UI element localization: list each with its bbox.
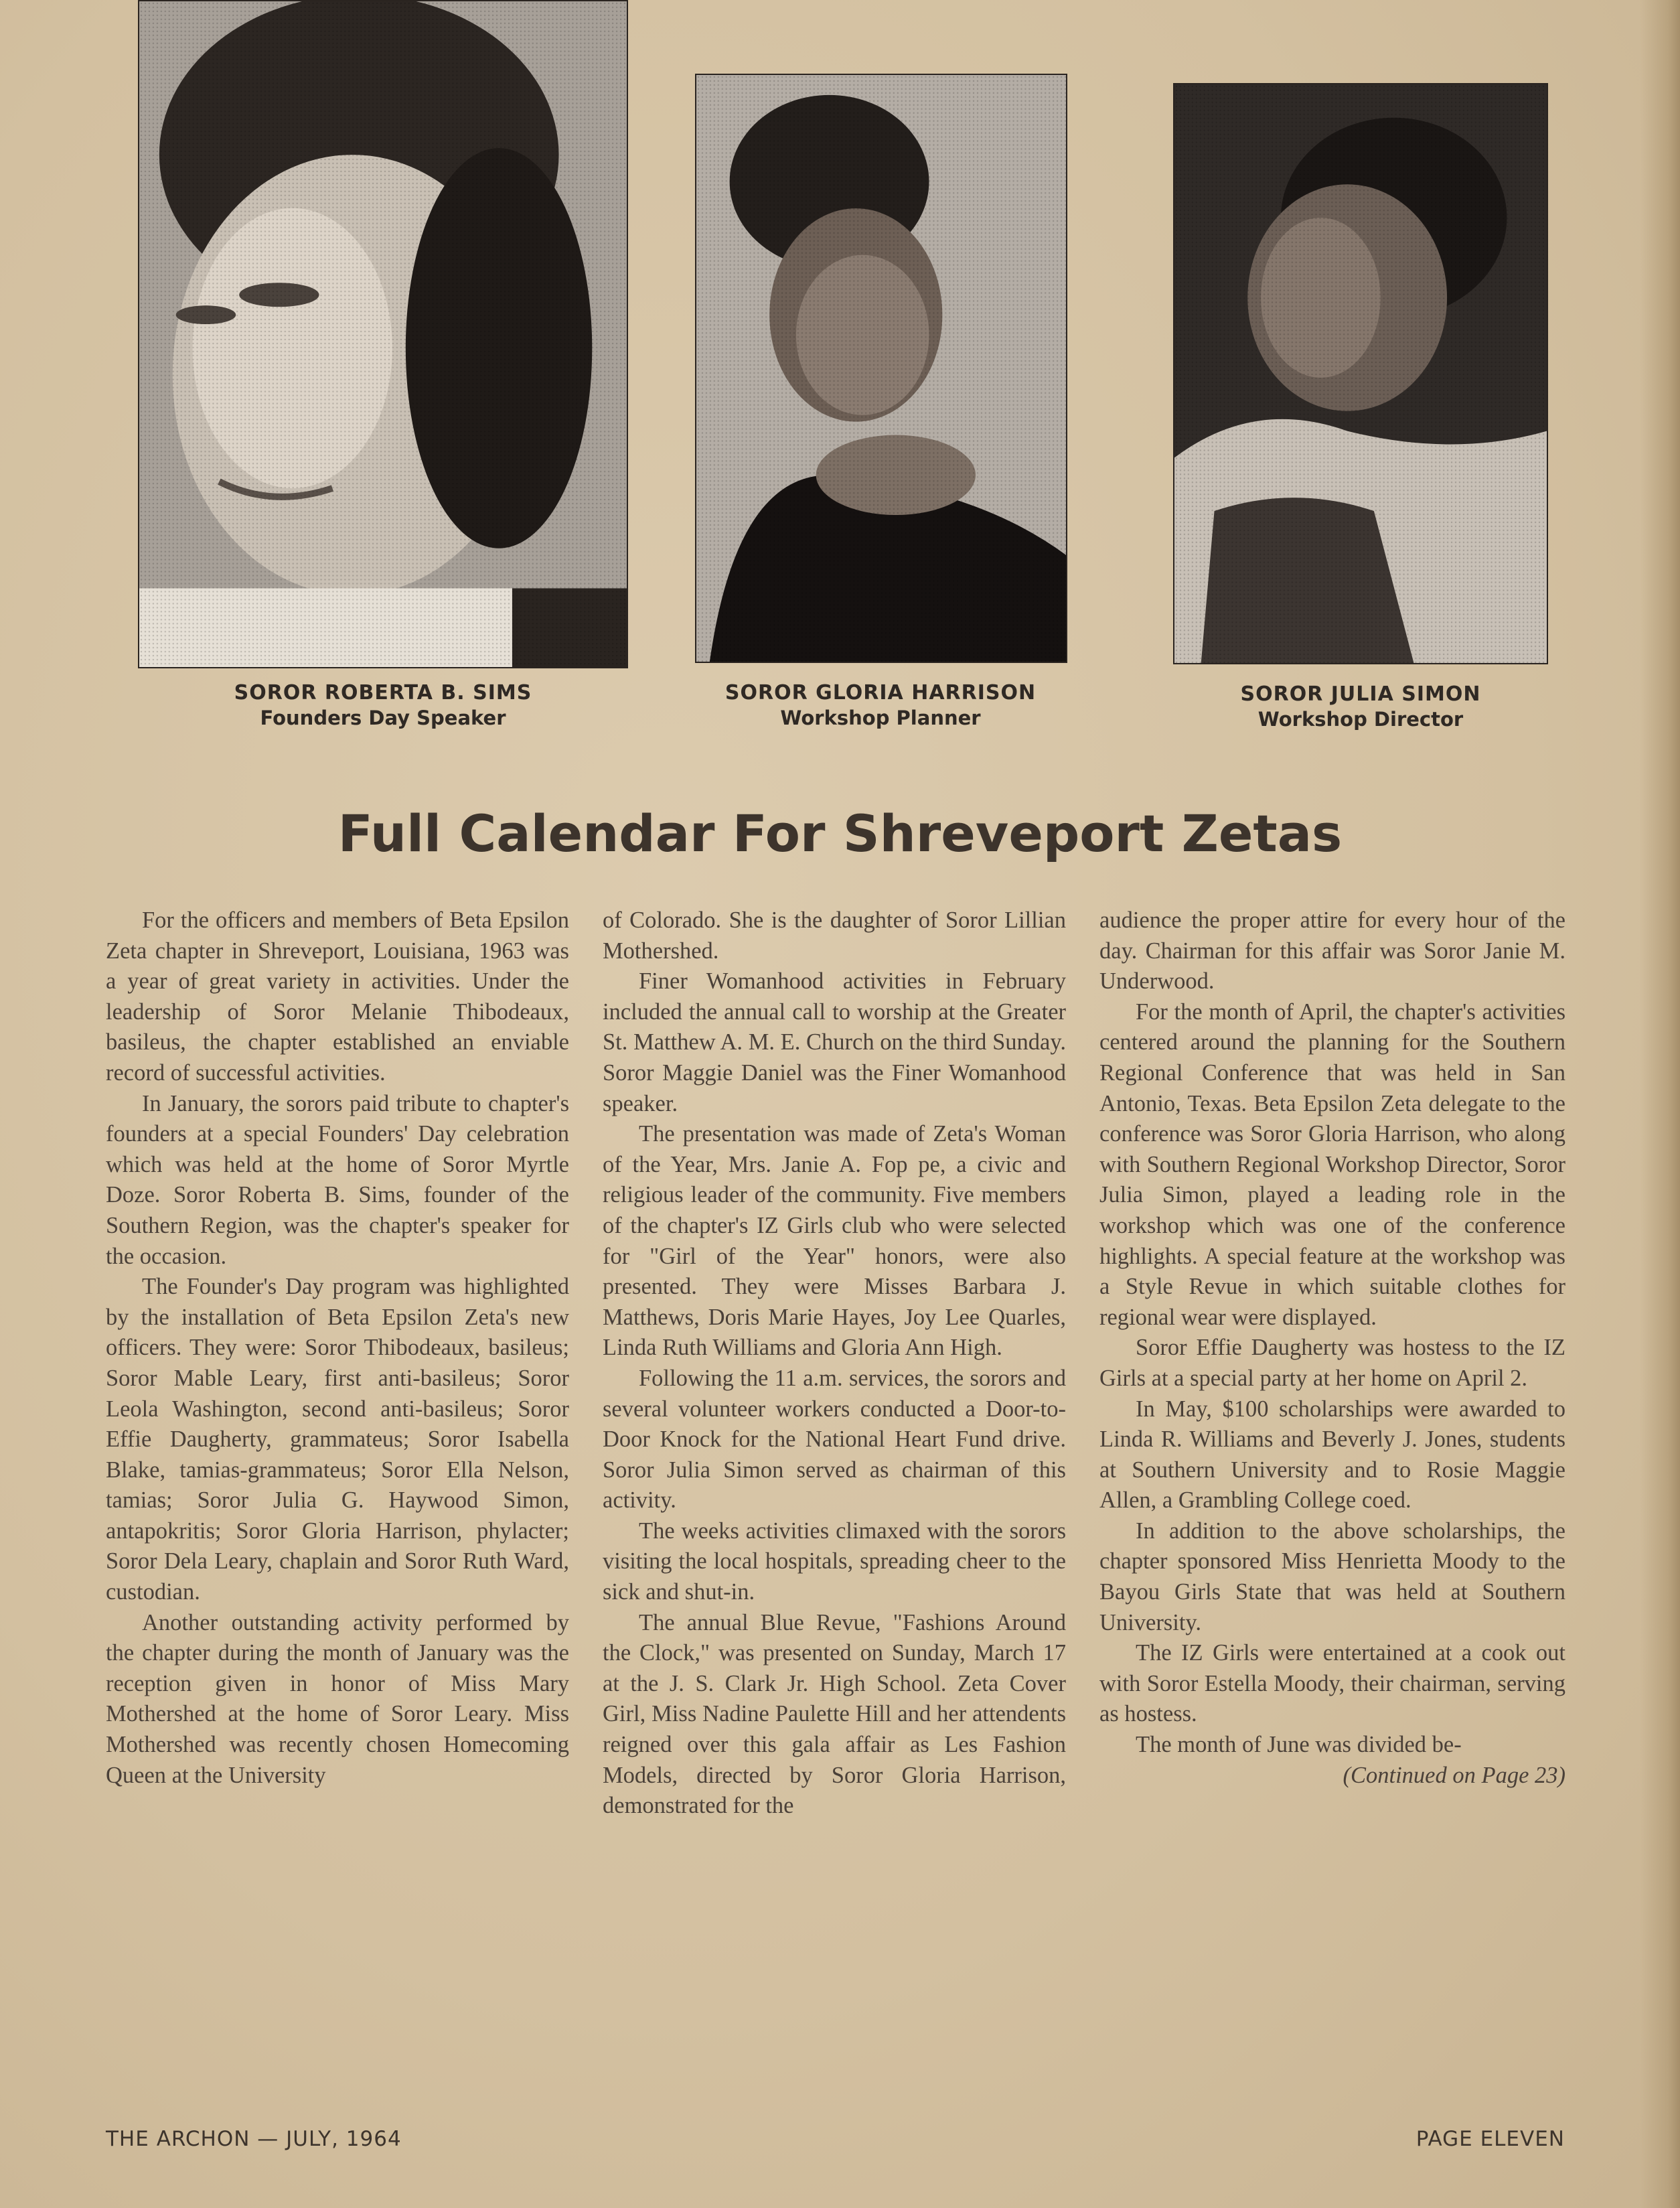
footer-publication: THE ARCHON — JULY, 1964 <box>106 2127 402 2151</box>
paragraph: audience the proper attire for every hour of the day. Chairman for this affair was Soror Janie M. Underwood. <box>1099 907 1566 995</box>
article-column-3 <box>1099 905 1566 1791</box>
caption-name: SOROR JULIA SIMON <box>1240 682 1481 706</box>
paragraph: The weeks activities climaxed with the sorors visiting the local hospitals, spreading cheer to the sick and shut-in. <box>603 1518 1066 1605</box>
footer-page-number: PAGE ELEVEN <box>1416 2127 1565 2151</box>
page-edge-shadow <box>1640 0 1680 2208</box>
paragraph: The presentation was made of Zeta's Woman of the Year, Mrs. Janie A. Fop pe, a civic and religious leader of the community. Five members of the chapter's IZ Girls club who were selected for "Girl of the Year" honors, were also presented. They were Misses Barbara J. Matthews, Doris Marie Hayes, Joy Lee Quarles, Linda Ruth Williams and Gloria Ann High. <box>603 1121 1066 1361</box>
paragraph: Soror Effie Daugherty was hostess to the IZ Girls at a special party at her home on April 2. <box>1099 1335 1566 1391</box>
paragraph: Following the 11 a.m. services, the sorors and several volunteer workers conducted a Door-to-Door Knock for the National Heart Fund drive. Soror Julia Simon served as chairman of this activity. <box>603 1365 1066 1514</box>
portrait-image <box>1174 84 1547 663</box>
paragraph: For the officers and members of Beta Epsilon Zeta chapter in Shreveport, Louisiana, 1963 was a year of great variety in activities. Under the leadership of Soror Melanie Thibodeaux, basileus, the chapter established an enviable record of successful activities. <box>106 907 569 1086</box>
caption-name: SOROR ROBERTA B. SIMS <box>234 681 532 705</box>
paragraph: For the month of April, the chapter's activities centered around the planning for the Southern Regional Conference that was held in San Antonio, Texas. Beta Epsilon Zeta delegate to the conference was Soror Gloria Harrison, who along with Southern Regional Workshop Director, Soror Julia Simon, played a leading role in the workshop which was one of the conference highlights. A special feature at the workshop was a Style Revue in which suitable clothes for regional wear were displayed. <box>1099 999 1566 1330</box>
caption-roberta-sims <box>138 680 628 730</box>
photo-julia-simon <box>1173 83 1548 664</box>
caption-julia-simon <box>1152 682 1570 731</box>
paragraph: The month of June was divided be- <box>1136 1732 1462 1758</box>
photo-gloria-harrison <box>695 74 1067 663</box>
paragraph: The Founder's Day program was highlighted by the installation of Beta Epsilon Zeta's new officers. They were: Soror Thibodeaux, basileus; Soror Mable Leary, first anti-basileus; Soror Leola Washington, second anti-basileus; Soror Effie Daugherty, grammateus; Soror Isabella Blake, tamias-grammateus; Soror Ella Nelson, tamias; Soror Julia G. Haywood Simon, antapokritis; Soror Gloria Harrison, phylacter; Soror Dela Leary, chaplain and Soror Ruth Ward, custodian. <box>106 1274 569 1605</box>
paragraph: Finer Womanhood activities in February included the annual call to worship at the Greater St. Matthew A. M. E. Church on the third Sunday. Soror Maggie Daniel was the Finer Womanhood speaker. <box>603 968 1066 1116</box>
caption-role: Workshop Planner <box>780 706 981 729</box>
article-headline: Full Calendar For Shreveport Zetas <box>337 804 1343 863</box>
portrait-image <box>139 1 627 667</box>
continued-note: (Continued on Page 23) <box>1343 1762 1566 1788</box>
paragraph: In addition to the above scholarships, the chapter sponsored Miss Henrietta Moody to the Bayou Girls State that was held at Southern University. <box>1099 1518 1566 1635</box>
paragraph: In January, the sorors paid tribute to chapter's founders at a special Founders' Day celebration which was held at the home of Soror Myrtle Doze. Soror Roberta B. Sims, founder of the Southern Region, was the chapter's speaker for the occasion. <box>106 1090 569 1269</box>
caption-role: Founders Day Speaker <box>260 706 506 729</box>
paragraph: In May, $100 scholarships were awarded to Linda R. Williams and Beverly J. Jones, students at Southern University and to Rosie Maggie Allen, a Grambling College coed. <box>1099 1396 1566 1514</box>
caption-role: Workshop Director <box>1257 707 1464 731</box>
caption-gloria-harrison <box>670 680 1091 730</box>
article-column-2 <box>603 905 1066 1822</box>
paragraph: The IZ Girls were entertained at a cook out with Soror Estella Moody, their chairman, serving as hostess. <box>1099 1640 1566 1727</box>
article-column-1 <box>106 905 569 1791</box>
paragraph: The annual Blue Revue, "Fashions Around the Clock," was presented on Sunday, March 17 at the J. S. Clark Jr. High School. Zeta Cover Girl, Miss Nadine Paulette Hill and her attendents reigned over this gala affair as Les Fashion Models, directed by Soror Gloria Harrison, demonstrated for the <box>603 1609 1066 1819</box>
portrait-image <box>696 75 1066 662</box>
photo-roberta-sims <box>138 0 628 668</box>
paragraph: Another outstanding activity performed by the chapter during the month of January was the reception given in honor of Miss Mary Mothershed at the home of Soror Leary. Miss Mothershed was recently chosen Homecoming Queen at the University <box>106 1609 569 1788</box>
caption-name: SOROR GLORIA HARRISON <box>724 681 1037 705</box>
paragraph: of Colorado. She is the daughter of Soror Lillian Mothershed. <box>603 907 1066 964</box>
